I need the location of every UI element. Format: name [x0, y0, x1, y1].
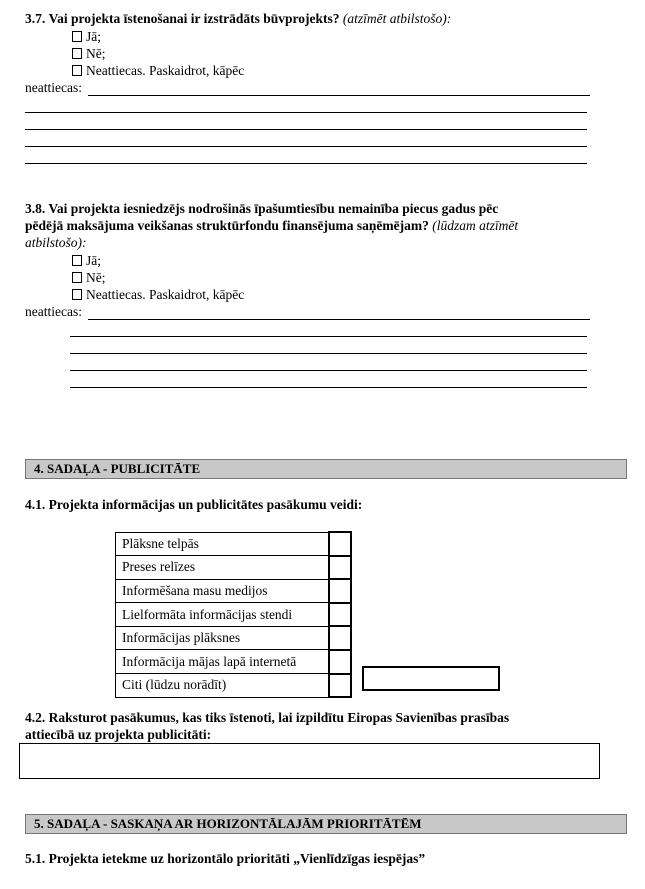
publicity-answer-box[interactable] [19, 743, 600, 779]
answer-line[interactable] [70, 336, 587, 337]
checkbox[interactable] [72, 65, 82, 76]
question-hint: (atzīmēt atbilstošo): [342, 11, 452, 26]
question-4-2-line2: attiecībā uz projekta publicitāti: [25, 727, 212, 742]
question-hint: atbilstošo): [25, 235, 87, 250]
option-neattiecas[interactable]: Neattiecas. Paskaidrot, kāpēc [72, 63, 244, 79]
question-3-8-line1 [25, 201, 498, 217]
checkbox[interactable] [72, 289, 82, 300]
question-number: 3.7. [25, 11, 46, 26]
question-hint: (lūdzam atzīmēt [432, 218, 519, 233]
checkbox[interactable] [72, 272, 82, 283]
table-row: Preses relīzes [116, 556, 352, 580]
option-ne[interactable]: Nē; [72, 270, 106, 286]
question-number: 3.8. [25, 201, 46, 216]
question-3-7 [25, 11, 451, 27]
checkbox-cell[interactable] [329, 626, 351, 650]
publicity-table [115, 531, 352, 698]
table-row: Lielformāta informācijas stendi [116, 603, 352, 627]
answer-line[interactable] [25, 112, 587, 113]
checkbox-cell[interactable] [329, 650, 351, 674]
question-5-1: 5.1. Projekta ietekme uz horizontālo prioritāti „Vienlīdzīgas iespējas” [25, 851, 426, 866]
table-row: Citi (lūdzu norādīt) [116, 674, 352, 698]
answer-line[interactable] [25, 146, 587, 147]
option-neattiecas[interactable]: Neattiecas. Paskaidrot, kāpēc [72, 287, 244, 303]
answer-line[interactable] [88, 95, 590, 96]
question-4-2-line1: 4.2. Raksturot pasākumus, kas tiks īstenoti, lai izpildītu Eiropas Savienības prasības [25, 710, 510, 725]
checkbox-cell[interactable] [329, 556, 351, 580]
checkbox-cell[interactable] [329, 603, 351, 627]
citi-input-box[interactable] [362, 666, 500, 691]
section-5-header: 5. SADAĻA - SASKAŅA AR HORIZONTĀLAJĀM PRIORITĀTĒM [25, 814, 627, 834]
checkbox[interactable] [72, 48, 82, 59]
checkbox-cell[interactable] [329, 579, 351, 603]
checkbox-cell[interactable] [329, 532, 351, 556]
section-4-header: 4. SADAĻA - PUBLICITĀTE [25, 459, 627, 479]
answer-line[interactable] [70, 387, 587, 388]
answer-line[interactable] [70, 370, 587, 371]
answer-line[interactable] [88, 319, 590, 320]
question-4-1: 4.1. Projekta informācijas un publicitātes pasākumu veidi: [25, 497, 363, 512]
question-3-8-line2: pēdējā maksājuma veikšanas struktūrfondu finansējuma saņēmējam? (lūdzam atzīmēt [25, 218, 519, 233]
checkbox[interactable] [72, 31, 82, 42]
table-row: Informācija mājas lapā internetā [116, 650, 352, 674]
checkbox[interactable] [72, 255, 82, 266]
option-ja[interactable]: Jā; [72, 29, 101, 45]
answer-line[interactable] [25, 129, 587, 130]
answer-line[interactable] [70, 353, 587, 354]
question-text: Vai projekta iesniedzējs nodrošinās īpašumtiesību nemainība piecus gadus pēc [48, 201, 499, 216]
question-text: Vai projekta īstenošanai ir izstrādāts būvprojekts? [48, 11, 340, 26]
explain-label: neattiecas: [25, 80, 82, 95]
answer-line[interactable] [25, 163, 587, 164]
option-ne[interactable]: Nē; [72, 46, 106, 62]
table-row: Plāksne telpās [116, 532, 352, 556]
table-row: Informācijas plāksnes [116, 626, 352, 650]
option-ja[interactable]: Jā; [72, 253, 101, 269]
checkbox-cell[interactable] [329, 674, 351, 698]
explain-label: neattiecas: [25, 304, 82, 319]
table-row: Informēšana masu medijos [116, 579, 352, 603]
